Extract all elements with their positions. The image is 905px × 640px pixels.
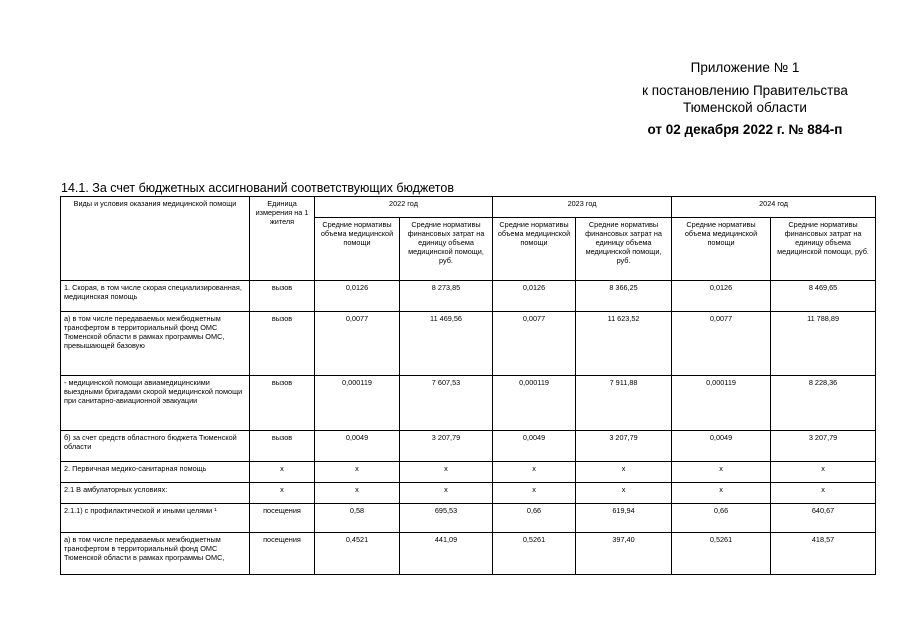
decree-date-number: от 02 декабря 2022 г. № 884-п <box>647 122 843 137</box>
subhead-volume-2024: Средние нормативы объема медицинской помощи <box>672 218 771 281</box>
cell-value: 0,5261 <box>672 533 771 575</box>
cell-value: 0,0077 <box>315 312 400 376</box>
cell-value: 11 623,52 <box>576 312 672 376</box>
cell-value: 3 207,79 <box>400 431 493 462</box>
year-2024-header: 2024 год <box>672 197 876 218</box>
cell-value: x <box>771 462 876 483</box>
cell-value: 0,000119 <box>672 376 771 431</box>
subhead-volume-2023: Средние нормативы объема медицинской помощи <box>493 218 576 281</box>
row-unit: посещения <box>250 533 315 575</box>
table-row <box>61 462 876 483</box>
cell-value: 0,0126 <box>315 281 400 312</box>
cell-value: x <box>400 483 493 504</box>
cell-value: x <box>400 462 493 483</box>
row-unit: x <box>250 483 315 504</box>
table-row <box>61 281 876 312</box>
cell-value: 0,0049 <box>493 431 576 462</box>
row-unit: вызов <box>250 312 315 376</box>
cell-value: x <box>576 462 672 483</box>
subhead-cost-2022: Средние нормативы финансовых затрат на единицу объема медицинской помощи, руб. <box>400 218 493 281</box>
cell-value: 3 207,79 <box>771 431 876 462</box>
row-unit: вызов <box>250 431 315 462</box>
row-label: 2.1 В амбулаторных условиях: <box>61 483 250 504</box>
row-unit: x <box>250 462 315 483</box>
cell-value: 8 228,36 <box>771 376 876 431</box>
cell-value: x <box>493 483 576 504</box>
cell-value: x <box>672 462 771 483</box>
appendix-title: Приложение № 1 <box>690 60 800 75</box>
row-label: 2. Первичная медико-санитарная помощь <box>61 462 250 483</box>
table-row <box>61 504 876 533</box>
header-row-years <box>61 197 876 218</box>
row-label: а) в том числе передаваемых межбюджетным трансфертом в территориальный фонд ОМС Тюменской области в рамках программы ОМС, превышающей базовую <box>61 312 250 376</box>
cell-value: 0,000119 <box>493 376 576 431</box>
cell-value: 619,94 <box>576 504 672 533</box>
cell-value: 397,40 <box>576 533 672 575</box>
subhead-volume-2022: Средние нормативы объема медицинской помощи <box>315 218 400 281</box>
cell-value: 8 469,65 <box>771 281 876 312</box>
table-row <box>61 312 876 376</box>
cell-value: 3 207,79 <box>576 431 672 462</box>
cell-value: 0,66 <box>672 504 771 533</box>
cell-value: 0,58 <box>315 504 400 533</box>
subhead-cost-2024: Средние нормативы финансовых затрат на единицу объема медицинской помощи, руб. <box>771 218 876 281</box>
row-label: - медицинской помощи авиамедицинскими выездными бригадами скорой медицинской помощи при санитарно-авиационной эвакуации <box>61 376 250 431</box>
cell-value: 0,0049 <box>672 431 771 462</box>
table-row <box>61 431 876 462</box>
cell-value: 0,0077 <box>493 312 576 376</box>
cell-value: 640,67 <box>771 504 876 533</box>
norms-table <box>60 196 876 575</box>
cell-value: x <box>672 483 771 504</box>
cell-value: 8 366,25 <box>576 281 672 312</box>
subhead-cost-2023: Средние нормативы финансовых затрат на единицу объема медицинской помощи, руб. <box>576 218 672 281</box>
cell-value: 0,5261 <box>493 533 576 575</box>
row-label: б) за счет средств областного бюджета Тюменской области <box>61 431 250 462</box>
table-row <box>61 376 876 431</box>
row-label: 2.1.1) с профилактической и иными целями ¹ <box>61 504 250 533</box>
year-2023-header: 2023 год <box>493 197 672 218</box>
cell-value: 0,66 <box>493 504 576 533</box>
table-row <box>61 483 876 504</box>
cell-value: 695,53 <box>400 504 493 533</box>
cell-value: 7 607,53 <box>400 376 493 431</box>
section-title: 14.1. За счет бюджетных ассигнований соответствующих бюджетов <box>61 181 454 195</box>
row-unit: вызов <box>250 281 315 312</box>
cell-value: 11 469,56 <box>400 312 493 376</box>
year-2022-header: 2022 год <box>315 197 493 218</box>
row-label: а) в том числе передаваемых межбюджетным трансфертом в территориальный фонд ОМС Тюменской области в рамках программы ОМС, <box>61 533 250 575</box>
cell-value: 0,4521 <box>315 533 400 575</box>
cell-value: 418,57 <box>771 533 876 575</box>
cell-value: 8 273,85 <box>400 281 493 312</box>
appendix-subtitle-line1: к постановлению Правительства <box>642 83 848 98</box>
cell-value: x <box>493 462 576 483</box>
row-unit: посещения <box>250 504 315 533</box>
col-unit-header: Единица измерения на 1 жителя <box>250 197 315 281</box>
appendix-subtitle-line2: Тюменской области <box>683 100 807 115</box>
cell-value: 0,0126 <box>672 281 771 312</box>
cell-value: 441,09 <box>400 533 493 575</box>
cell-value: x <box>315 483 400 504</box>
cell-value: x <box>315 462 400 483</box>
row-unit: вызов <box>250 376 315 431</box>
cell-value: 7 911,88 <box>576 376 672 431</box>
cell-value: x <box>576 483 672 504</box>
cell-value: 0,0126 <box>493 281 576 312</box>
cell-value: 0,000119 <box>315 376 400 431</box>
cell-value: x <box>771 483 876 504</box>
row-label: 1. Скорая, в том числе скорая специализированная, медицинская помощь <box>61 281 250 312</box>
col-kind-header: Виды и условия оказания медицинской помощи <box>61 197 250 281</box>
cell-value: 0,0077 <box>672 312 771 376</box>
cell-value: 11 788,89 <box>771 312 876 376</box>
table-row <box>61 533 876 575</box>
cell-value: 0,0049 <box>315 431 400 462</box>
